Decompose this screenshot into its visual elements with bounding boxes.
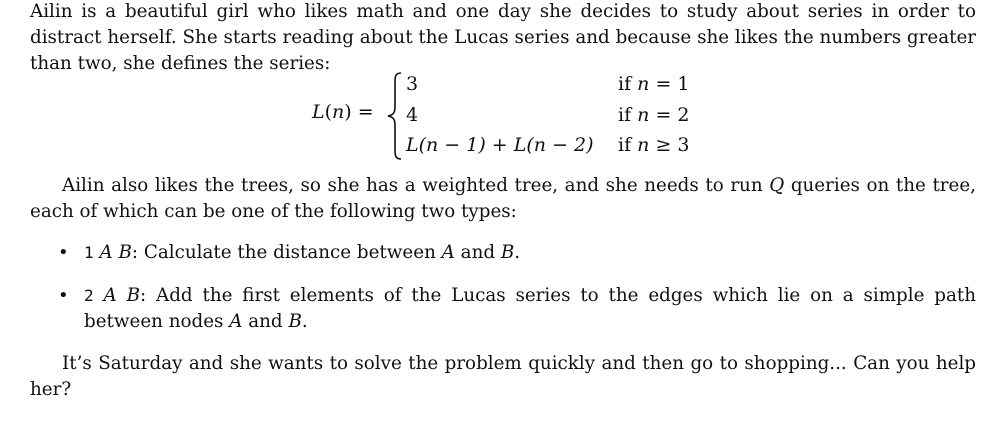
formula-lhs: L(n) = [312,101,374,123]
bullet-icon: • [58,285,69,306]
bullet-icon: • [58,242,69,263]
query-type-1-text: 1 A B: Calculate the distance between A and B. [84,242,521,263]
lucas-formula [0,71,1006,161]
outro-paragraph: It’s Saturday and she wants to solve the problem quickly and then go to shopping... Can you help her? [30,353,976,400]
case-1-condition: if n = 1 [618,73,690,95]
intro-paragraph: Ailin is a beautiful girl who likes math and one day she decides to study about series in order to distract herself. She starts reading about the Lucas series and because she likes the numbers greater than two, she defines the series: [30,1,976,74]
case-2-value: 4 [406,104,419,126]
case-2-condition: if n = 2 [618,104,690,126]
left-brace [385,71,405,161]
case-1-value: 3 [406,73,419,95]
queries-intro-paragraph: Ailin also likes the trees, so she has a weighted tree, and she needs to run Q queries on the tree, each of which can be one of the following two types: [30,175,976,222]
query-type-2-text: 2 A B: Add the first elements of the Lucas series to the edges which lie on a simple path between nodes A and B. [84,285,976,332]
case-3-value: L(n − 1) + L(n − 2) [406,134,594,156]
case-3-condition: if n ≥ 3 [618,134,690,156]
